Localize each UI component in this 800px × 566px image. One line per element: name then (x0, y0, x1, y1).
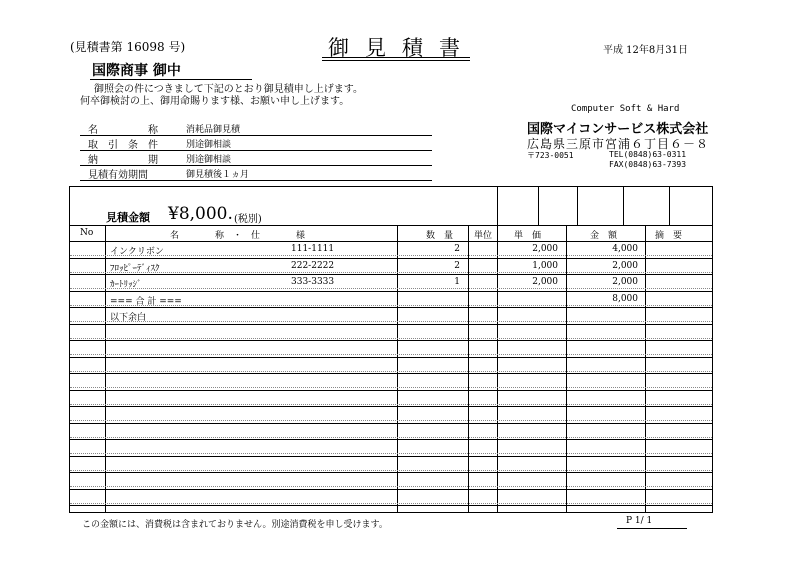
header-amount: 金 額 (590, 231, 618, 241)
header-remarks: 摘 要 (655, 231, 683, 241)
grid-hline (70, 456, 712, 457)
item-amount: 2,000 (612, 261, 638, 271)
grid-dotted-line (70, 453, 712, 454)
meta-row (80, 120, 432, 136)
amount-note: (税別) (234, 214, 262, 225)
grid-dotted-line (70, 470, 712, 471)
grid-hline (70, 258, 712, 259)
grid-hline (70, 373, 712, 374)
grid-vline (468, 225, 469, 512)
page-number: P 1/ 1 (626, 516, 653, 526)
meta-value: 御見積後１ヵ月 (186, 170, 250, 180)
grid-hline (70, 390, 712, 391)
item-name: ｶｰﾄﾘｯｼﾞ (110, 280, 142, 290)
grid-vline-top (538, 187, 539, 225)
meta-label: 取 引 条 件 (88, 140, 158, 151)
item-qty: 2 (454, 244, 460, 254)
header-no: No (80, 228, 94, 238)
meta-label: 納 期 (88, 155, 158, 166)
header-unit-price: 単 価 (514, 231, 542, 241)
item-amount: 2,000 (612, 277, 638, 287)
item-unit-price: 2,000 (532, 277, 558, 287)
grid-vline (566, 225, 567, 512)
meta-row (80, 165, 432, 181)
grid-hline-header-top (70, 225, 712, 226)
item-name: インクリボン (110, 247, 164, 257)
item-unit-price: 1,000 (532, 261, 558, 271)
issue-date: 平成 12年8月31日 (603, 45, 688, 56)
grid-hline (70, 357, 712, 358)
grid-dotted-line (70, 404, 712, 405)
grid-dotted-line (70, 503, 712, 504)
grid-hline (70, 274, 712, 275)
company-tel: TEL(0848)63-0311 (609, 150, 687, 159)
tax-note: この金額には、消費税は含まれておりません。別途消費税を申し受けます。 (82, 520, 388, 530)
grid-vline (397, 225, 398, 512)
grid-vline (497, 225, 498, 512)
grid-hline (70, 472, 712, 473)
grid-vline-top (669, 187, 670, 225)
item-spec: 111-1111 (291, 244, 335, 254)
grid-vline-top (577, 187, 578, 225)
item-spec: 222-2222 (291, 261, 335, 271)
grid-hline (70, 291, 712, 292)
meta-row (80, 150, 432, 166)
item-amount: 8,000 (612, 294, 638, 304)
grid-dotted-line (70, 437, 712, 438)
meta-label: 名 称 (88, 125, 158, 136)
grid-dotted-line (70, 288, 712, 289)
meta-value: 別途御相談 (186, 140, 232, 150)
meta-value: 別途御相談 (186, 155, 232, 165)
document-number: (見積書第 16098 号) (70, 40, 186, 54)
title-underline-2 (322, 60, 470, 61)
header-unit: 単位 (474, 231, 493, 241)
grid-hline (70, 489, 712, 490)
grid-hline (70, 406, 712, 407)
company-name-en: Computer Soft & Hard (571, 104, 680, 114)
grid-dotted-line (70, 321, 712, 322)
greeting-line-1: 御照会の件につきまして下記のとおり御見積申し上げます。 (94, 84, 363, 95)
grid-dotted-line (70, 354, 712, 355)
grid-hline (70, 340, 712, 341)
grid-dotted-line (70, 338, 712, 339)
header-qty: 数 量 (426, 231, 454, 241)
header-name-spec: 名 称 ・ 仕 様 (170, 231, 306, 241)
grid-hline (70, 423, 712, 424)
company-name: 国際マイコンサービス株式会社 (527, 122, 709, 137)
item-name: === 合 計 === (110, 297, 182, 307)
company-address: 広島県三原市宮浦６丁目６－８ (527, 137, 710, 151)
amount-label: 見積金額 (106, 211, 150, 224)
item-name: ﾌﾛｯﾋﾟｰﾃﾞｨｽｸ (110, 264, 160, 274)
grid-dotted-line (70, 387, 712, 388)
item-unit-price: 2,000 (532, 244, 558, 254)
grid-dotted-line (70, 255, 712, 256)
greeting-line-2: 何卒御検討の上、御用命賜ります様、お願い申し上げます。 (80, 96, 350, 107)
grid-dotted-line (70, 371, 712, 372)
item-qty: 1 (454, 277, 460, 287)
meta-label: 見積有効期間 (88, 170, 148, 181)
grid-vline-top (623, 187, 624, 225)
amount-value: ¥8,000. (168, 204, 233, 224)
grid-vline (645, 225, 646, 512)
item-spec: 333-3333 (291, 277, 335, 287)
grid-vline (105, 225, 106, 512)
company-zip: 〒723-0051 (527, 151, 574, 160)
grid-hline (70, 324, 712, 325)
page-title: 御見積書 (328, 36, 476, 60)
title-underline (322, 57, 470, 58)
grid-dotted-line (70, 420, 712, 421)
item-amount: 4,000 (612, 244, 638, 254)
grid-vline-top (497, 187, 498, 225)
meta-row (80, 135, 432, 151)
grid-hline (70, 307, 712, 308)
page-number-underline (617, 528, 687, 529)
item-name: 以下余白 (110, 313, 147, 323)
meta-value: 消耗品御見積 (186, 125, 241, 135)
grid-hline (70, 505, 712, 506)
grid-dotted-line (70, 486, 712, 487)
item-qty: 2 (454, 261, 460, 271)
addressee: 国際商事 御中 (92, 63, 181, 79)
grid-hline (70, 439, 712, 440)
company-fax: FAX(0848)63-7393 (609, 160, 687, 169)
grid-dotted-line (70, 272, 712, 273)
grid-hline-header-bottom (70, 241, 712, 242)
